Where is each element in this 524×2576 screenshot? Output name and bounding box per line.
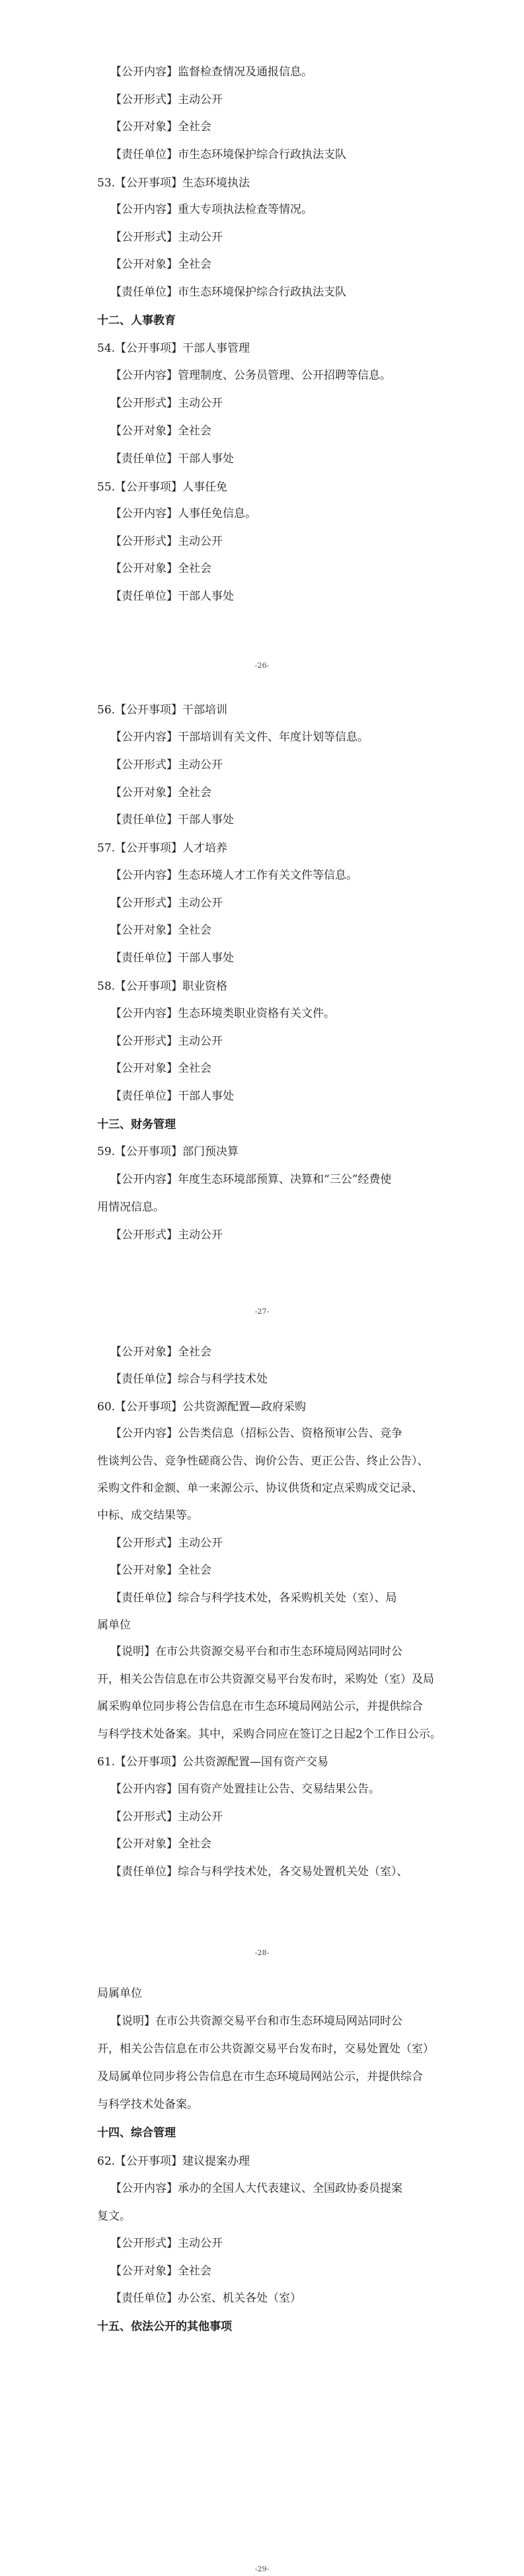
- text-line: 【公开对象】全社会: [110, 1062, 211, 1075]
- text-line: 【责任单位】干部人事处: [110, 590, 234, 603]
- text-line: 【公开内容】重大专项执法检查等情况。: [110, 203, 313, 216]
- text-line: 性谈判公告、竞争性磋商公告、询价公告、更正公告、终止公告）、: [97, 1455, 429, 1468]
- text-line: 开，相关公告信息在市公共资源交易平台发布时，交易处置处（室）: [97, 2042, 434, 2056]
- text-line: 开，相关公告信息在市公共资源交易平台发布时，采购处（室）及局: [97, 1673, 434, 1686]
- page-number: -28-: [254, 1949, 270, 1957]
- text-line: 【公开形式】主动公开: [110, 231, 223, 244]
- text-line: 属单位: [97, 1619, 131, 1632]
- text-line: 【公开形式】主动公开: [110, 1810, 223, 1824]
- section-heading: 十二、人事教育: [97, 314, 176, 327]
- text-line: 【公开形式】主动公开: [110, 1537, 223, 1550]
- text-line: 【说明】在市公共资源交易平台和市生态环境局网站同时公: [110, 2015, 402, 2028]
- text-line: 局属单位: [97, 1987, 142, 2000]
- text-line: 62.【公开事项】建议提案办理: [97, 2155, 250, 2168]
- text-line: 属采购单位同步将公告信息在市生态环境局网站公示，并提供综合: [97, 1700, 423, 1713]
- page-number: -27-: [254, 1307, 270, 1316]
- text-line: 【公开对象】全社会: [110, 1837, 211, 1851]
- text-line: 【公开对象】全社会: [110, 1346, 211, 1359]
- text-line: 56.【公开事项】干部培训: [97, 704, 228, 717]
- text-line: 【公开对象】全社会: [110, 1564, 211, 1577]
- text-line: 及局属单位同步将公告信息在市生态环境局网站公示，并提供综合: [97, 2070, 423, 2083]
- text-line: 与科学技术处备案。: [97, 2098, 198, 2111]
- text-line: 用情况信息。: [97, 1201, 165, 1214]
- text-line: 【公开对象】全社会: [110, 2265, 211, 2278]
- text-line: 【公开形式】主动公开: [110, 758, 223, 772]
- text-line: 【责任单位】干部人事处: [110, 813, 234, 826]
- text-line: 采购文件和金额、单一来源公示、协议供货和定点采购成交记录、: [97, 1482, 423, 1495]
- text-line: 【公开内容】公告类信息（招标公告、资格预审公告、竞争: [110, 1427, 402, 1440]
- text-line: 【责任单位】干部人事处: [110, 1090, 234, 1103]
- text-line: 【公开内容】人事任免信息。: [110, 507, 256, 520]
- text-line: 与科学技术处备案。其中，采购合同应在签订之日起2个工作日公示。: [97, 1728, 441, 1741]
- text-line: 【公开内容】承办的全国人大代表建议、全国政协委员提案: [110, 2182, 402, 2195]
- text-line: 中标、成交结果等。: [97, 1509, 198, 1522]
- text-line: 【公开形式】主动公开: [110, 2237, 223, 2250]
- text-line: 【责任单位】办公室、机关各处（室）: [110, 2292, 301, 2305]
- page-number: -26-: [254, 661, 270, 670]
- text-line: 55.【公开事项】人事任免: [97, 481, 228, 494]
- text-line: 【责任单位】综合与科学技术处: [110, 1373, 268, 1386]
- text-line: 【公开内容】管理制度、公务员管理、公开招聘等信息。: [110, 369, 391, 382]
- text-line: 【公开形式】主动公开: [110, 1035, 223, 1048]
- text-line: 59.【公开事项】部门预决算: [97, 1145, 239, 1158]
- text-line: 【公开内容】生态环境人才工作有关文件等信息。: [110, 869, 357, 882]
- text-line: 58.【公开事项】职业资格: [97, 980, 228, 993]
- text-line: 61.【公开事项】公共资源配置—国有资产交易: [97, 1755, 329, 1769]
- text-line: 【责任单位】市生态环境保护综合行政执法支队: [110, 286, 346, 299]
- text-line: 【公开形式】主动公开: [110, 1228, 223, 1242]
- text-line: 【责任单位】综合与科学技术处，各采购机关处（室）、局: [110, 1591, 397, 1605]
- text-line: 【公开内容】生态环境类职业资格有关文件。: [110, 1007, 335, 1020]
- text-line: 57.【公开事项】人才培养: [97, 842, 228, 855]
- text-line: 【责任单位】干部人事处: [110, 452, 234, 465]
- text-line: 【责任单位】市生态环境保护综合行政执法支队: [110, 148, 346, 161]
- text-line: 【公开对象】全社会: [110, 120, 211, 134]
- text-line: 【公开对象】全社会: [110, 786, 211, 799]
- section-heading: 十三、财务管理: [97, 1118, 176, 1131]
- text-line: 【责任单位】干部人事处: [110, 951, 234, 965]
- text-line: 【公开形式】主动公开: [110, 897, 223, 910]
- text-line: 【公开对象】全社会: [110, 258, 211, 271]
- text-line: 【公开对象】全社会: [110, 562, 211, 575]
- text-line: 【说明】在市公共资源交易平台和市生态环境局网站同时公: [110, 1645, 402, 1658]
- section-heading: 十四、综合管理: [97, 2126, 176, 2140]
- text-line: 【公开形式】主动公开: [110, 397, 223, 410]
- text-line: 53.【公开事项】生态环境执法: [97, 177, 250, 190]
- text-line: 【责任单位】综合与科学技术处，各交易处置机关处（室）、: [110, 1865, 408, 1878]
- text-line: 【公开对象】全社会: [110, 924, 211, 937]
- text-line: 复文。: [97, 2210, 131, 2223]
- text-line: 60.【公开事项】公共资源配置—政府采购: [97, 1400, 307, 1414]
- text-line: 【公开对象】全社会: [110, 424, 211, 438]
- text-line: 54.【公开事项】干部人事管理: [97, 342, 250, 355]
- text-line: 【公开内容】国有资产处置挂让公告、交易结果公告。: [110, 1783, 380, 1796]
- text-line: 【公开内容】监督检查情况及通报信息。: [110, 65, 313, 79]
- text-line: 【公开内容】年度生态环境部预算、决算和“三公”经费使: [110, 1173, 392, 1186]
- text-line: 【公开形式】主动公开: [110, 535, 223, 548]
- page-number: -29-: [254, 2565, 270, 2573]
- section-heading: 十五、依法公开的其他事项: [97, 2320, 232, 2333]
- text-line: 【公开形式】主动公开: [110, 93, 223, 106]
- text-line: 【公开内容】干部培训有关文件、年度计划等信息。: [110, 731, 369, 744]
